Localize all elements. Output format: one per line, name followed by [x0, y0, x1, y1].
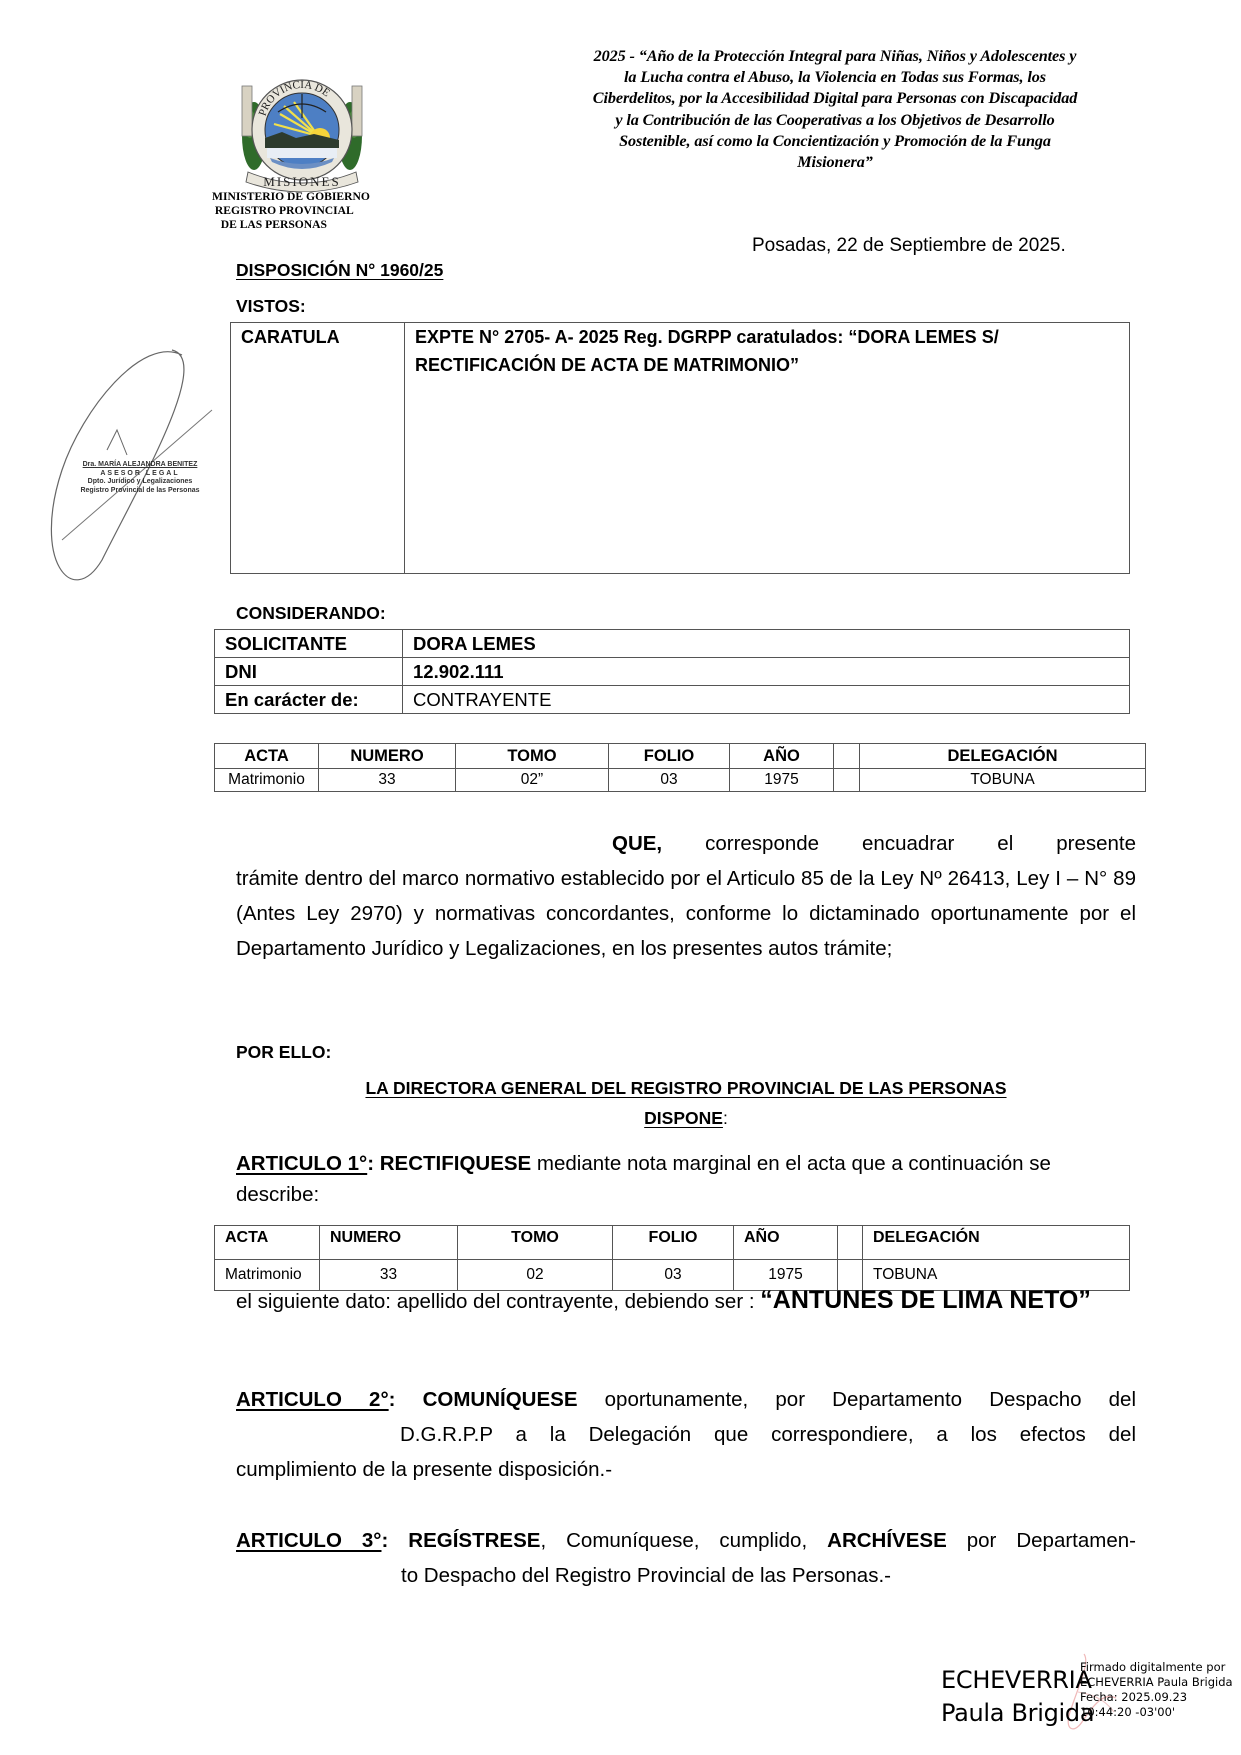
- cell: 33: [319, 769, 456, 792]
- article-colon: :: [367, 1152, 375, 1175]
- col-header: NUMERO: [320, 1226, 458, 1260]
- article-label: ARTICULO 3°: [236, 1529, 382, 1552]
- ministry-line: MINISTERIO DE GOBIERNO: [212, 190, 370, 203]
- col-header: AÑO: [734, 1226, 838, 1260]
- motto-line: Misionera”: [797, 153, 873, 172]
- col-header: FOLIO: [609, 744, 730, 769]
- table-row: [215, 769, 1146, 792]
- disposition-number: DISPOSICIÓN N° 1960/25: [236, 260, 444, 280]
- signature-time: 10:44:20 -03'00': [1080, 1705, 1176, 1719]
- signer-surname: ECHEVERRIA: [941, 1666, 1092, 1694]
- acta-table-original: [214, 743, 1146, 792]
- signer-given-name: Paula Brigida: [941, 1699, 1095, 1727]
- article-text: D.G.R.P.P a la Delegación que correspondiere, a los efectos del: [400, 1423, 1136, 1446]
- table-header-row: [215, 1226, 1130, 1260]
- row-label: DNI: [215, 658, 403, 686]
- articulo-2: [236, 1382, 1136, 1487]
- col-header: FOLIO: [613, 1226, 734, 1260]
- caratula-value: [405, 323, 1130, 574]
- col-header: [834, 744, 860, 769]
- stamp-line: Dpto. Jurídico y Legalizaciones: [87, 478, 193, 486]
- article-text: mediante nota marginal en el acta que a continuación se describe:: [236, 1152, 1051, 1206]
- col-header: ACTA: [215, 744, 319, 769]
- stamp-line: Registro Provincial de las Personas: [80, 486, 200, 494]
- signature-date: Fecha: 2025.09.23: [1080, 1690, 1188, 1704]
- svg-text:MISIONES: MISIONES: [263, 174, 341, 189]
- cell: Matrimonio: [215, 1260, 320, 1291]
- ministry-line: DE LAS PERSONAS: [212, 218, 327, 231]
- cell: 02”: [456, 769, 609, 792]
- table-row: [215, 658, 1130, 686]
- article-text: cumplimiento de la presente disposición.-: [236, 1458, 613, 1481]
- document-date: Posadas, 22 de Septiembre de 2025.: [752, 235, 1066, 256]
- cell: 02: [458, 1260, 613, 1291]
- col-header: AÑO: [730, 744, 834, 769]
- provincial-seal-icon: [234, 76, 370, 192]
- caratula-value-line: RECTIFICACIÓN DE ACTA DE MATRIMONIO”: [415, 355, 799, 375]
- stamp-line: ASESOR LEGAL: [100, 469, 180, 477]
- ministry-line: REGISTRO PROVINCIAL: [212, 204, 354, 217]
- director-line: LA DIRECTORA GENERAL DEL REGISTRO PROVINCIAL DE LAS PERSONAS: [365, 1078, 1007, 1098]
- dispone-colon: :: [722, 1108, 728, 1128]
- rectification-detail: [236, 1284, 1136, 1318]
- applicant-table: [214, 629, 1130, 714]
- que-lead-text: corresponde encuadrar el presente: [662, 832, 1136, 855]
- signature-info-line: Firmado digitalmente por: [1080, 1660, 1226, 1674]
- articulo-1: [236, 1148, 1136, 1210]
- motto-line: 2025 - “Año de la Protección Integral para Niñas, Niños y Adolescentes y: [593, 47, 1077, 65]
- cell: [834, 769, 860, 792]
- signature-info-line: ECHEVERRIA Paula Brigida: [1080, 1675, 1233, 1689]
- articulo-3: [236, 1523, 1136, 1593]
- article-colon: :: [388, 1388, 396, 1411]
- cell: 03: [609, 769, 730, 792]
- digital-signature-info: [1080, 1660, 1233, 1720]
- cell: 1975: [730, 769, 834, 792]
- article-text: to Despacho del Registro Provincial de las Personas.-: [401, 1564, 891, 1587]
- rectification-text: el siguiente dato: apellido del contrayente, debiendo ser :: [236, 1290, 761, 1313]
- motto-line: Ciberdelitos, por la Accesibilidad Digital para Personas con Discapacidad: [592, 89, 1078, 108]
- cell: 1975: [734, 1260, 838, 1291]
- year-motto: [535, 46, 1135, 173]
- article-colon: :: [381, 1529, 389, 1552]
- que-keyword: QUE,: [612, 832, 663, 855]
- article-text: oportunamente, por Departamento Despacho del: [577, 1388, 1136, 1411]
- caratula-table: [230, 322, 1130, 574]
- cell: TOBUNA: [860, 769, 1146, 792]
- motto-line: la Lucha contra el Abuso, la Violencia en Todas sus Formas, los: [624, 68, 1046, 87]
- col-header: NUMERO: [319, 744, 456, 769]
- article-text: por Departamen-: [946, 1529, 1136, 1552]
- row-label: SOLICITANTE: [215, 630, 403, 658]
- que-first-line: [236, 826, 1136, 861]
- acta-table-rectified: [214, 1225, 1130, 1291]
- motto-line: Sostenible, así como la Concientización y Promoción de la Funga: [619, 131, 1051, 150]
- article-verb: REGÍSTRESE: [388, 1529, 541, 1552]
- ministry-name: [212, 190, 370, 232]
- article-verb: COMUNÍQUESE: [395, 1388, 578, 1411]
- digital-signer-name: [941, 1664, 1094, 1730]
- legal-advisor-stamp: [70, 461, 210, 495]
- que-body: trámite dentro del marco normativo establecido por el Articulo 85 de la Ley Nº 26413, Ley I – N° 89 (Antes Ley 2970) y normativas concordantes, conforme lo dictaminado oportunamente por el Departamento Jurídico y Legalizaciones, en los presentes autos trámite;: [236, 867, 1136, 960]
- col-header: DELEGACIÓN: [863, 1226, 1130, 1260]
- col-header: [838, 1226, 863, 1260]
- vistos-heading: VISTOS:: [236, 296, 306, 316]
- cell: 03: [613, 1260, 734, 1291]
- table-header-row: [215, 744, 1146, 769]
- article-label: ARTICULO 2°: [236, 1388, 389, 1411]
- motto-line: y la Contribución de las Cooperativas a los Objetivos de Desarrollo: [615, 110, 1055, 129]
- row-label: En carácter de:: [215, 686, 403, 714]
- article-text: , Comuníquese, cumplido,: [540, 1529, 828, 1552]
- table-row: [215, 686, 1130, 714]
- col-header: ACTA: [215, 1226, 320, 1260]
- authority-heading: [236, 1073, 1136, 1133]
- svg-text:PROVINCIA DE: PROVINCIA DE: [256, 78, 332, 118]
- article-verb: ARCHÍVESE: [827, 1529, 947, 1552]
- que-paragraph: [236, 826, 1136, 966]
- cell: Matrimonio: [215, 769, 319, 792]
- row-value: CONTRAYENTE: [403, 686, 1130, 714]
- dispone-label: DISPONE: [644, 1108, 723, 1128]
- considerando-heading: CONSIDERANDO:: [236, 603, 386, 623]
- rectified-surname: “ANTUNES DE LIMA NETO”: [760, 1286, 1091, 1314]
- cell: TOBUNA: [863, 1260, 1130, 1291]
- table-row: [215, 630, 1130, 658]
- col-header: TOMO: [456, 744, 609, 769]
- col-header: TOMO: [458, 1226, 613, 1260]
- article-label: ARTICULO 1°: [236, 1152, 368, 1175]
- cell: 33: [320, 1260, 458, 1291]
- caratula-value-line: EXPTE N° 2705- A- 2025 Reg. DGRPP caratulados: “DORA LEMES S/: [415, 327, 999, 347]
- caratula-label: CARATULA: [231, 323, 405, 574]
- row-value: DORA LEMES: [403, 630, 1130, 658]
- legal-advisor-signature-icon: [22, 330, 222, 590]
- por-ello-heading: POR ELLO:: [236, 1042, 332, 1062]
- row-value: 12.902.111: [403, 658, 1130, 686]
- col-header: DELEGACIÓN: [860, 744, 1146, 769]
- article-verb: RECTIFIQUESE: [374, 1152, 532, 1175]
- stamp-line: Dra. MARÍA ALEJANDRA BENITEZ: [82, 461, 198, 468]
